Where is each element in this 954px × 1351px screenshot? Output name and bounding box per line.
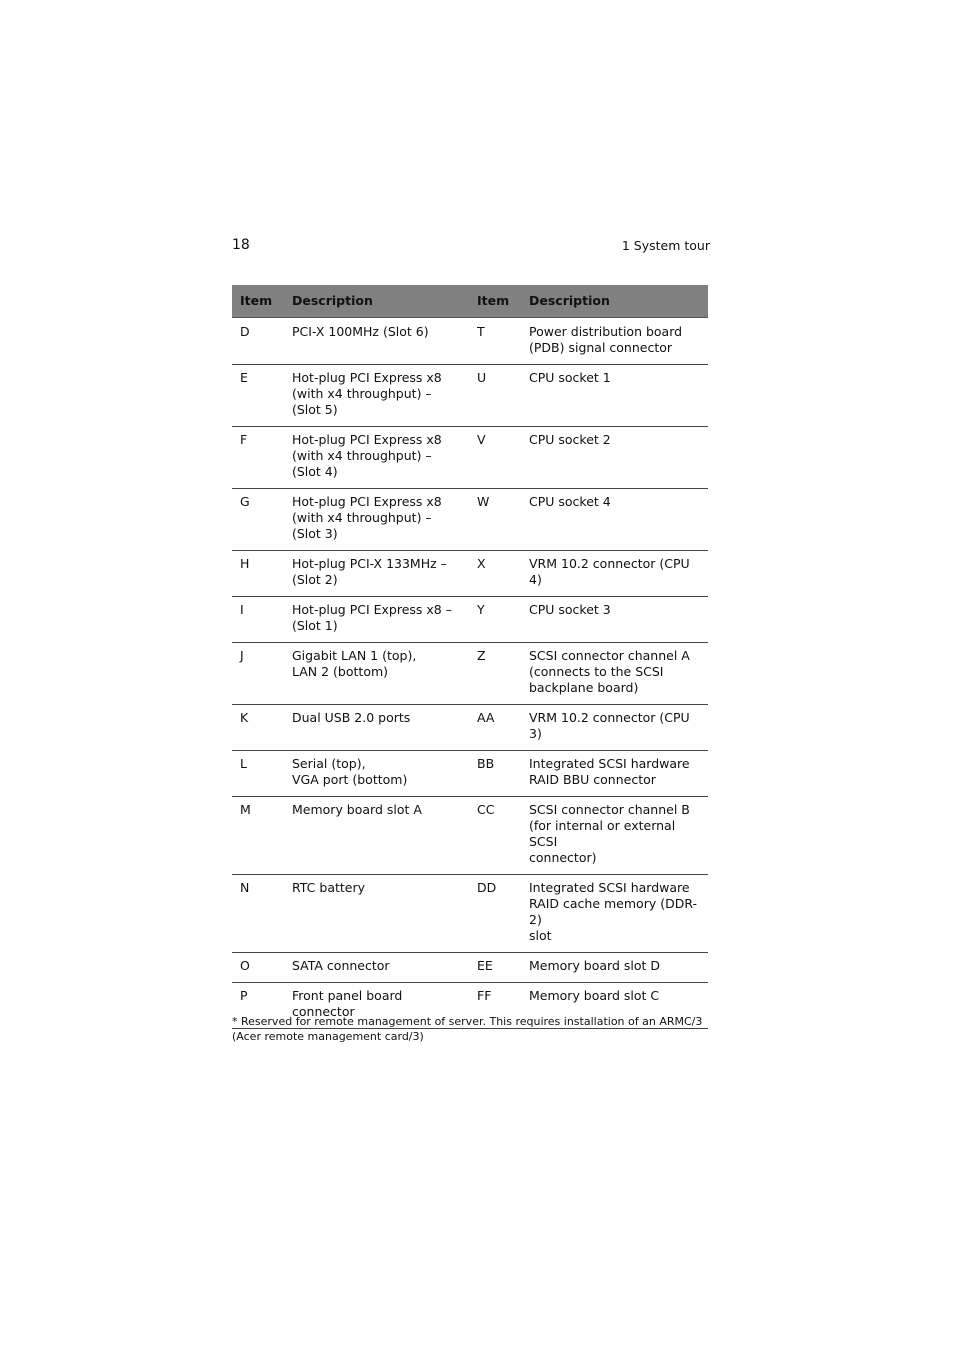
item-description: Hot-plug PCI Express x8 (with x4 throughput) – (Slot 3) bbox=[284, 489, 469, 551]
item-code: FF bbox=[469, 983, 521, 1029]
table-row bbox=[232, 489, 708, 551]
table-row bbox=[232, 797, 708, 875]
item-description: CPU socket 1 bbox=[521, 365, 708, 427]
item-code: G bbox=[232, 489, 284, 551]
item-description: VRM 10.2 connector (CPU 4) bbox=[521, 551, 708, 597]
column-header-item: Item bbox=[232, 285, 284, 318]
item-description: Memory board slot A bbox=[284, 797, 469, 875]
item-description: Integrated SCSI hardware RAID cache memory (DDR-2) slot bbox=[521, 875, 708, 953]
item-description: Integrated SCSI hardware RAID BBU connector bbox=[521, 751, 708, 797]
item-description: CPU socket 2 bbox=[521, 427, 708, 489]
table-body bbox=[232, 318, 708, 1029]
item-code: H bbox=[232, 551, 284, 597]
item-code: Z bbox=[469, 643, 521, 705]
item-code: EE bbox=[469, 953, 521, 983]
item-description: Memory board slot C bbox=[521, 983, 708, 1029]
item-description: SATA connector bbox=[284, 953, 469, 983]
item-description: Front panel board connector bbox=[284, 983, 469, 1029]
table-row bbox=[232, 705, 708, 751]
item-code: I bbox=[232, 597, 284, 643]
page-number: 18 bbox=[232, 237, 250, 253]
item-code: X bbox=[469, 551, 521, 597]
item-description: Hot-plug PCI Express x8 – (Slot 1) bbox=[284, 597, 469, 643]
item-description: Hot-plug PCI Express x8 (with x4 throughput) – (Slot 5) bbox=[284, 365, 469, 427]
component-table bbox=[232, 285, 708, 1029]
item-code: DD bbox=[469, 875, 521, 953]
item-description: CPU socket 3 bbox=[521, 597, 708, 643]
item-code: F bbox=[232, 427, 284, 489]
table-row bbox=[232, 551, 708, 597]
item-code: L bbox=[232, 751, 284, 797]
item-code: J bbox=[232, 643, 284, 705]
item-code: BB bbox=[469, 751, 521, 797]
table-row bbox=[232, 643, 708, 705]
column-header-item: Item bbox=[469, 285, 521, 318]
item-code: U bbox=[469, 365, 521, 427]
item-description: RTC battery bbox=[284, 875, 469, 953]
table-header-row bbox=[232, 285, 708, 318]
item-code: O bbox=[232, 953, 284, 983]
item-description: Memory board slot D bbox=[521, 953, 708, 983]
item-code: W bbox=[469, 489, 521, 551]
item-code: CC bbox=[469, 797, 521, 875]
table-row bbox=[232, 597, 708, 643]
item-code: M bbox=[232, 797, 284, 875]
item-description: PCI-X 100MHz (Slot 6) bbox=[284, 318, 469, 365]
column-header-description: Description bbox=[521, 285, 708, 318]
item-code: AA bbox=[469, 705, 521, 751]
item-description: CPU socket 4 bbox=[521, 489, 708, 551]
table-row bbox=[232, 953, 708, 983]
item-code: V bbox=[469, 427, 521, 489]
item-description: Gigabit LAN 1 (top), LAN 2 (bottom) bbox=[284, 643, 469, 705]
item-description: Dual USB 2.0 ports bbox=[284, 705, 469, 751]
item-code: T bbox=[469, 318, 521, 365]
item-code: K bbox=[232, 705, 284, 751]
table-row bbox=[232, 365, 708, 427]
item-code: D bbox=[232, 318, 284, 365]
item-description: Hot-plug PCI-X 133MHz – (Slot 2) bbox=[284, 551, 469, 597]
item-code: E bbox=[232, 365, 284, 427]
item-code: P bbox=[232, 983, 284, 1029]
item-description: Serial (top), VGA port (bottom) bbox=[284, 751, 469, 797]
item-description: Hot-plug PCI Express x8 (with x4 throughput) – (Slot 4) bbox=[284, 427, 469, 489]
item-description: SCSI connector channel B (for internal or external SCSI connector) bbox=[521, 797, 708, 875]
table-row bbox=[232, 875, 708, 953]
table-row bbox=[232, 751, 708, 797]
chapter-title: 1 System tour bbox=[621, 238, 710, 253]
footnote: * Reserved for remote management of server. This requires installation of an ARMC/3 (Acer remote management card/3) bbox=[232, 1015, 703, 1043]
column-header-description: Description bbox=[284, 285, 469, 318]
item-description: Power distribution board (PDB) signal connector bbox=[521, 318, 708, 365]
item-description: VRM 10.2 connector (CPU 3) bbox=[521, 705, 708, 751]
item-description: SCSI connector channel A (connects to the SCSI backplane board) bbox=[521, 643, 708, 705]
table-row bbox=[232, 427, 708, 489]
item-code: Y bbox=[469, 597, 521, 643]
table-row bbox=[232, 318, 708, 365]
item-code: N bbox=[232, 875, 284, 953]
